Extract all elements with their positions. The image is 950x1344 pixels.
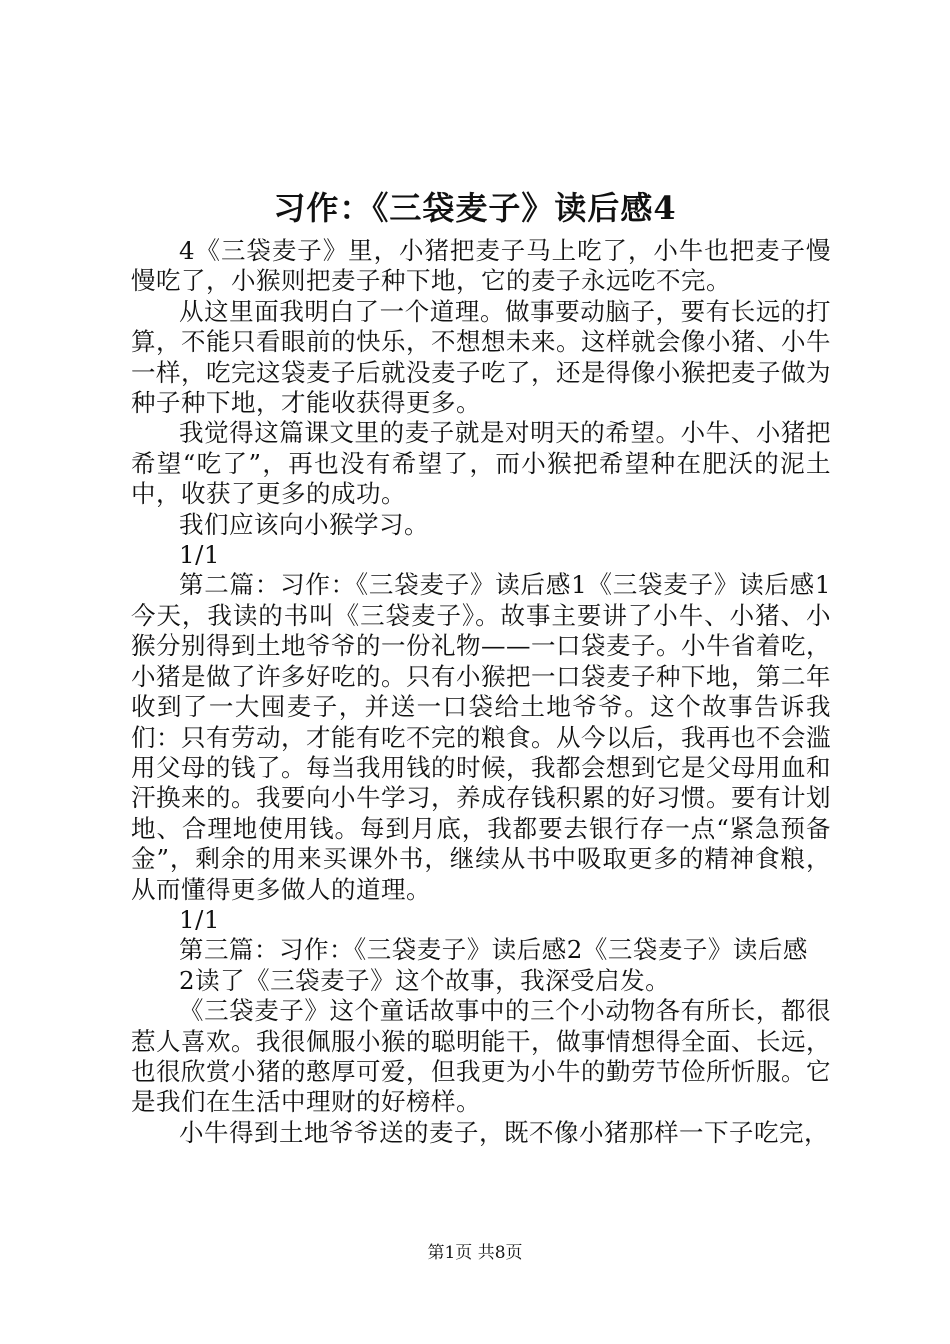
paragraph: 我觉得这篇课文里的麦子就是对明天的希望。小牛、小猪把希望“吃了”，再也没有希望了，而小猴把希望种在肥沃的泥土中，收获了更多的成功。 [131,418,831,509]
page-footer: 第1页 共8页 [427,1243,523,1263]
paragraph: 《三袋麦子》这个童话故事中的三个小动物各有所长，都很惹人喜欢。我很佩服小猴的聪明能干，做事情想得全面、长远，也很欣赏小猪的憨厚可爱，但我更为小牛的勤劳节俭所忻服。它是我们在生活中理财的好榜样。 [131,996,831,1117]
document-title: 习作：《三袋麦子》读后感4 [273,189,677,227]
paragraph: 4《三袋麦子》里，小猪把麦子马上吃了，小牛也把麦子慢慢吃了，小猴则把麦子种下地，它的麦子永远吃不完。 [131,236,831,296]
paragraph: 从这里面我明白了一个道理。做事要动脑子，要有长远的打算，不能只看眼前的快乐，不想想未来。这样就会像小猪、小牛一样，吃完这袋麦子后就没麦子吃了，还是得像小猴把麦子做为种子种下地，才能收获得更多。 [131,296,831,418]
page-marker: 1/1 [179,904,220,934]
document-body [131,236,831,1148]
section-heading: 第三篇：习作：《三袋麦子》读后感2《三袋麦子》读后感 [179,935,808,965]
paragraph: 小牛得到土地爷爷送的麦子，既不像小猪那样一下子吃完， [179,1117,829,1147]
paragraph: 我们应该向小猴学习。 [179,509,429,539]
page-marker: 1/1 [179,540,220,570]
paragraph: 2读了《三袋麦子》这个故事，我深受启发。 [179,965,671,995]
paragraph: 第二篇：习作：《三袋麦子》读后感1《三袋麦子》读后感1今天，我读的书叫《三袋麦子》。故事主要讲了小牛、小猪、小猴分别得到土地爷爷的一份礼物——一口袋麦子。小牛省着吃，小猪是做了许多好吃的。只有小猴把一口袋麦子种下地，第二年收到了一大囤麦子，并送一口袋给土地爷爷。这个故事告诉我们：只有劳动，才能有吃不完的粮食。从今以后，我再也不会滥用父母的钱了。每当我用钱的时候，我都会想到它是父母用血和汗换来的。我要向小牛学习，养成存钱积累的好习惯。要有计划地、合理地使用钱。每到月底，我都要去银行存一点“紧急预备金”，剩余的用来买课外书，继续从书中吸取更多的精神食粮，从而懂得更多做人的道理。 [131,570,831,904]
